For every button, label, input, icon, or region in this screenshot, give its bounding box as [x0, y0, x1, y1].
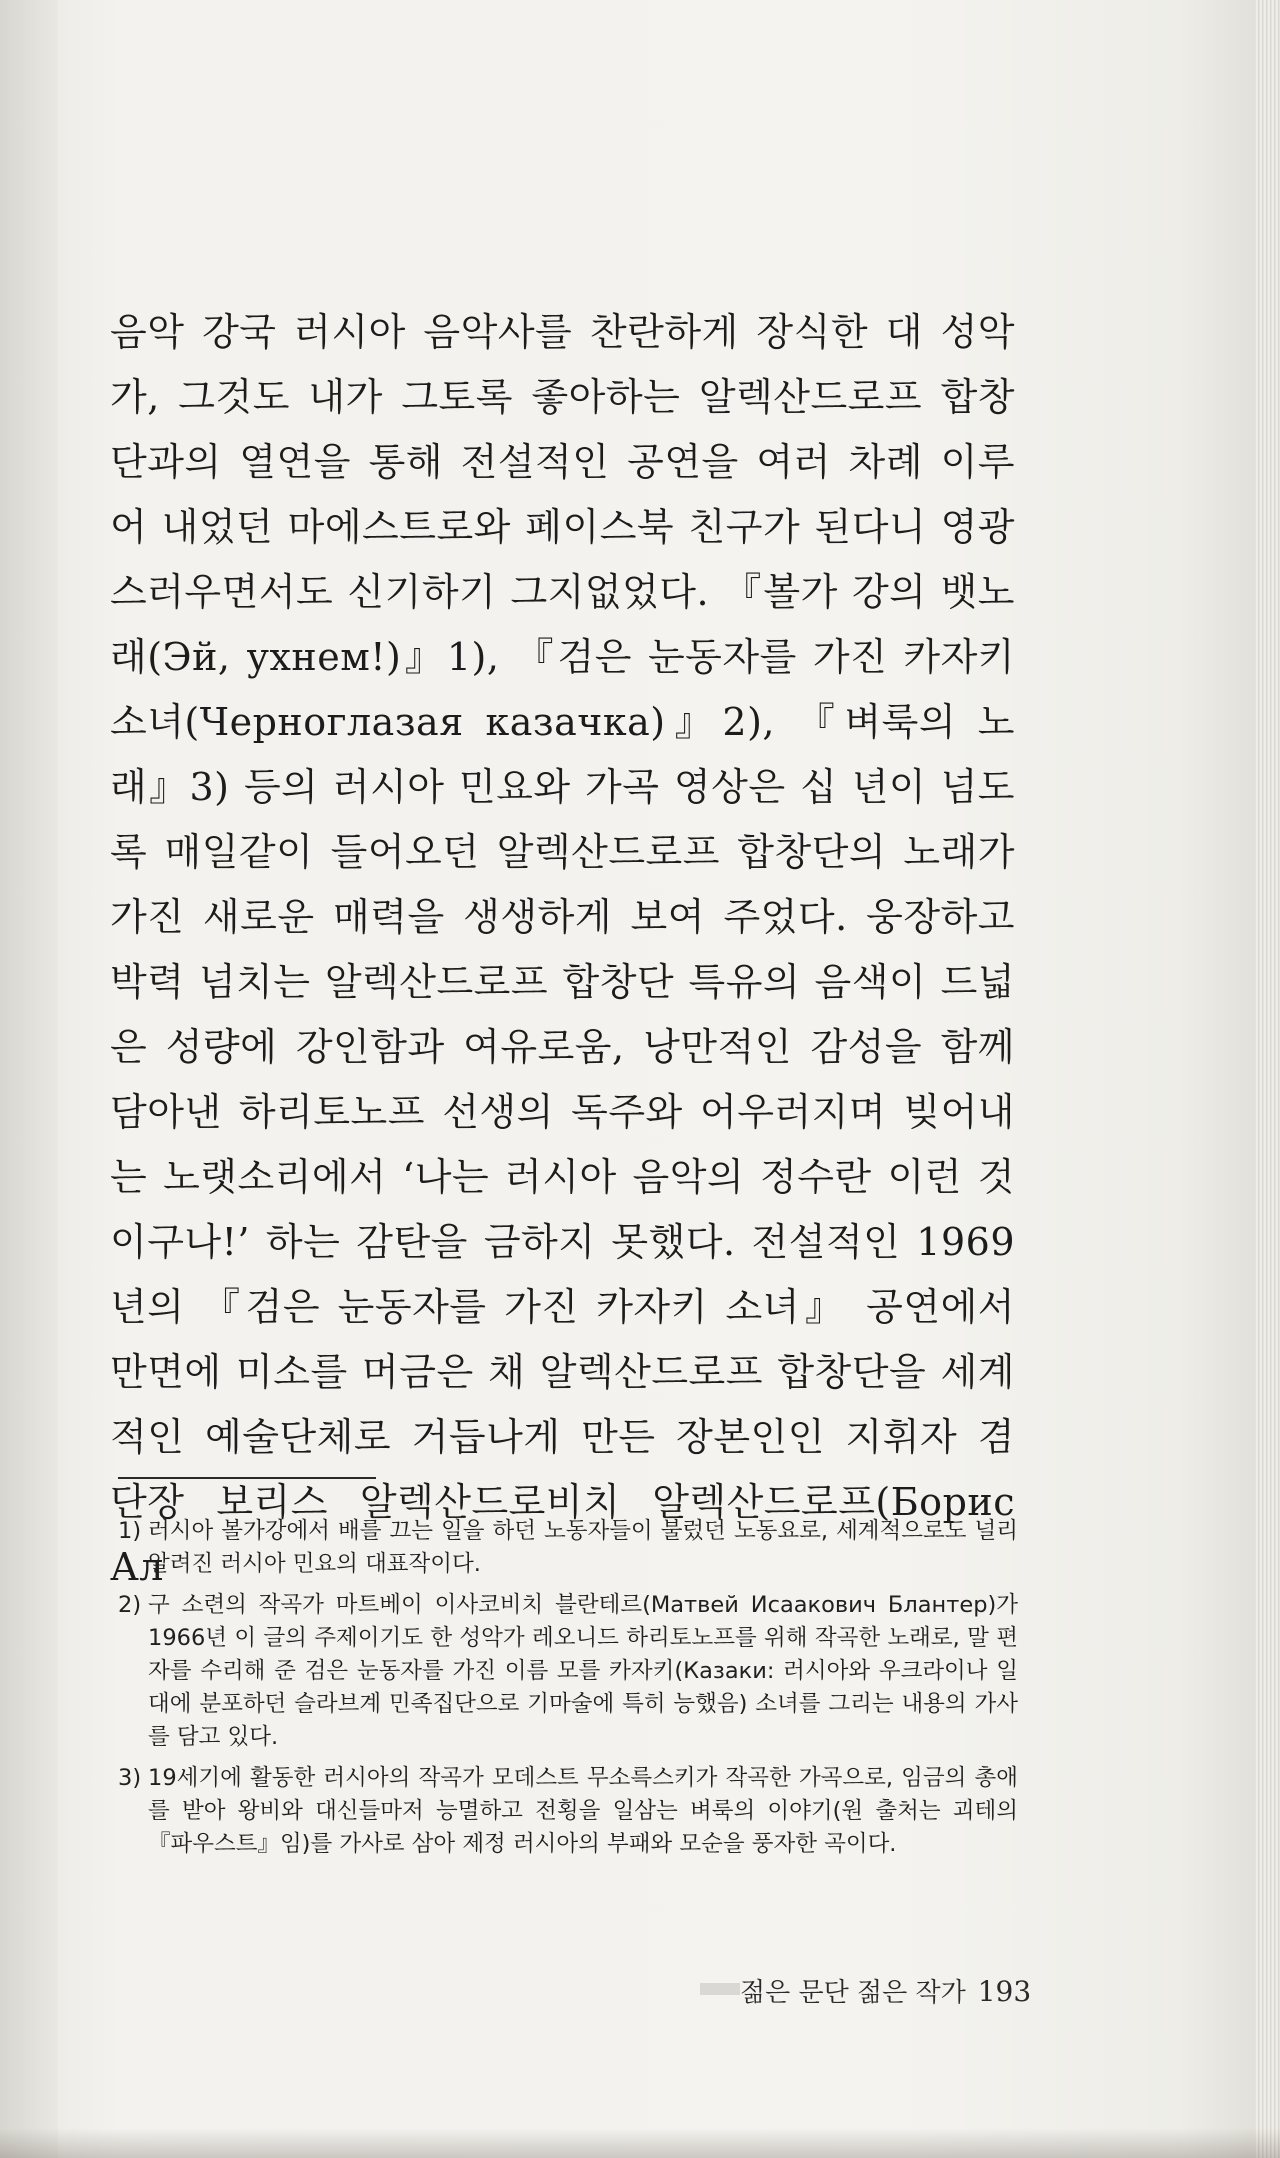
- footnote-divider: [118, 1477, 376, 1479]
- bottom-shadow: [0, 2128, 1280, 2158]
- footnote-text: 구 소련의 작곡가 마트베이 이사코비치 블란테르(Матвей Исаакович Блантер)가 1966년 이 글의 주제이기도 한 성악가 레오니드 하리토노프를 위해 작곡한 노래로, 말 편자를 수리해 준 검은 눈동자를 가진 이름 모를 카자키(Казаки: 러시아와 우크라이나 일대에 분포하던 슬라브계 민족집단으로 기마술에 특히 능했음) 소녀를 그리는 내용의 가사를 담고 있다.: [148, 1592, 1018, 1750]
- running-title: 젊은 문단 젊은 작가: [740, 1978, 966, 2008]
- footnote-number: 3): [118, 1765, 142, 1791]
- running-footer: [740, 1972, 1032, 2009]
- footnote-text: 19세기에 활동한 러시아의 작곡가 모데스트 무소륵스키가 작곡한 가곡으로, 임금의 총애를 받아 왕비와 대신들마저 능멸하고 전횡을 일삼는 벼룩의 이야기(원 출처는 괴테의 『파우스트』임)를 가사로 삼아 제정 러시아의 부패와 모순을 풍자한 곡이다.: [148, 1765, 1018, 1857]
- page-stack-edge: [1255, 0, 1280, 2158]
- body-paragraph: 음악 강국 러시아 음악사를 찬란하게 장식한 대 성악가, 그것도 내가 그토록 좋아하는 알렉산드로프 합창단과의 열연을 통해 전설적인 공연을 여러 차례 이루어 내었던 마에스트로와 페이스북 친구가 된다니 영광스러우면서도 신기하기 그지없었다. 『볼가 강의 뱃노래(Эй, ухнем!)』1), 『검은 눈동자를 가진 카자키 소녀(Черноглазая казачка)』2), 『벼룩의 노래』3) 등의 러시아 민요와 가곡 영상은 십 년이 넘도록 매일같이 들어오던 알렉산드로프 합창단의 노래가 가진 새로운 매력을 생생하게 보여 주었다. 웅장하고 박력 넘치는 알렉산드로프 합창단 특유의 음색이 드넓은 성량에 강인함과 여유로움, 낭만적인 감성을 함께 담아낸 하리토노프 선생의 독주와 어우러지며 빚어내는 노랫소리에서 ‘나는 러시아 음악의 정수란 이런 것이구나!’ 하는 감탄을 금하지 못했다. 전설적인 1969년의 『검은 눈동자를 가진 카자키 소녀』 공연에서 만면에 미소를 머금은 채 알렉산드로프 합창단을 세계적인 예술단체로 거듭나게 만든 장본인인 지휘자 겸 단장 보리스 알렉산드로비치 알렉산드로프(Борис Ал: [110, 310, 1015, 1589]
- footnote-3: [118, 1762, 1018, 1861]
- footnote-1: [118, 1515, 1018, 1581]
- footer-ornament: [700, 1983, 740, 1995]
- footnote-number: 1): [118, 1518, 142, 1544]
- footnotes: [118, 1515, 1018, 1869]
- gutter-shadow: [0, 0, 58, 2158]
- footnote-number: 2): [118, 1592, 142, 1618]
- footnote-text: 러시아 볼가강에서 배를 끄는 일을 하던 노동자들이 불렀던 노동요로, 세계적으로도 널리 알려진 러시아 민요의 대표작이다.: [148, 1518, 1018, 1577]
- footnote-2: [118, 1589, 1018, 1754]
- page-number: 193: [977, 1975, 1032, 2008]
